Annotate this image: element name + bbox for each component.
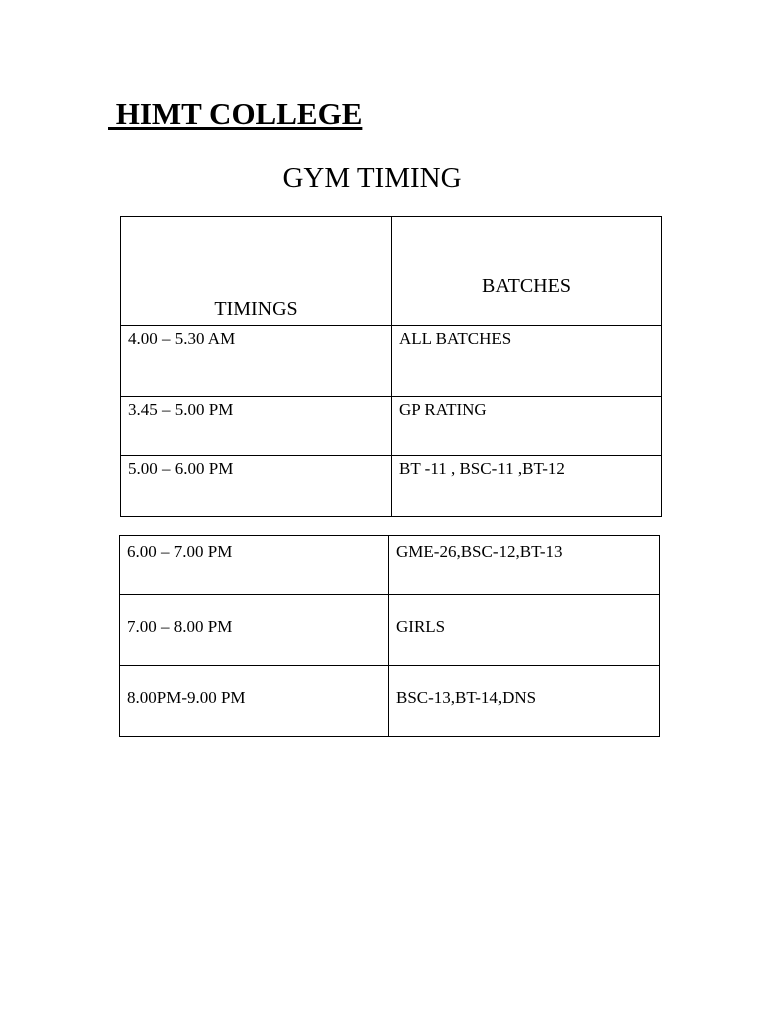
header-timings-label: TIMINGS [214,298,298,320]
batch-cell: GME-26,BSC-12,BT-13 [389,536,660,595]
batch-cell: BSC-13,BT-14,DNS [389,666,660,737]
table-row [120,666,660,737]
timing-cell: 8.00PM-9.00 PM [120,666,389,737]
table-row [121,456,662,517]
header-cell-batches [392,217,662,326]
table-row [120,536,660,595]
batch-cell: GIRLS [389,595,660,666]
timing-cell: 6.00 – 7.00 PM [120,536,389,595]
timing-cell: 5.00 – 6.00 PM [121,456,392,517]
document-title: GYM TIMING [282,162,462,194]
batch-cell: BT -11 , BSC-11 ,BT-12 [392,456,662,517]
timing-cell: 7.00 – 8.00 PM [120,595,389,666]
batch-cell: ALL BATCHES [392,326,662,397]
header-batches-label: BATCHES [482,275,571,297]
header-cell-timings [121,217,392,326]
gym-timing-table-1 [120,216,662,517]
table-row [121,397,662,456]
table-row [120,595,660,666]
timing-cell: 4.00 – 5.30 AM [121,326,392,397]
college-name-heading: HIMT COLLEGE [108,96,363,131]
batch-cell: GP RATING [392,397,662,456]
table-header-row [121,217,662,326]
timing-cell: 3.45 – 5.00 PM [121,397,392,456]
gym-timing-table-2 [119,535,660,737]
table-row [121,326,662,397]
